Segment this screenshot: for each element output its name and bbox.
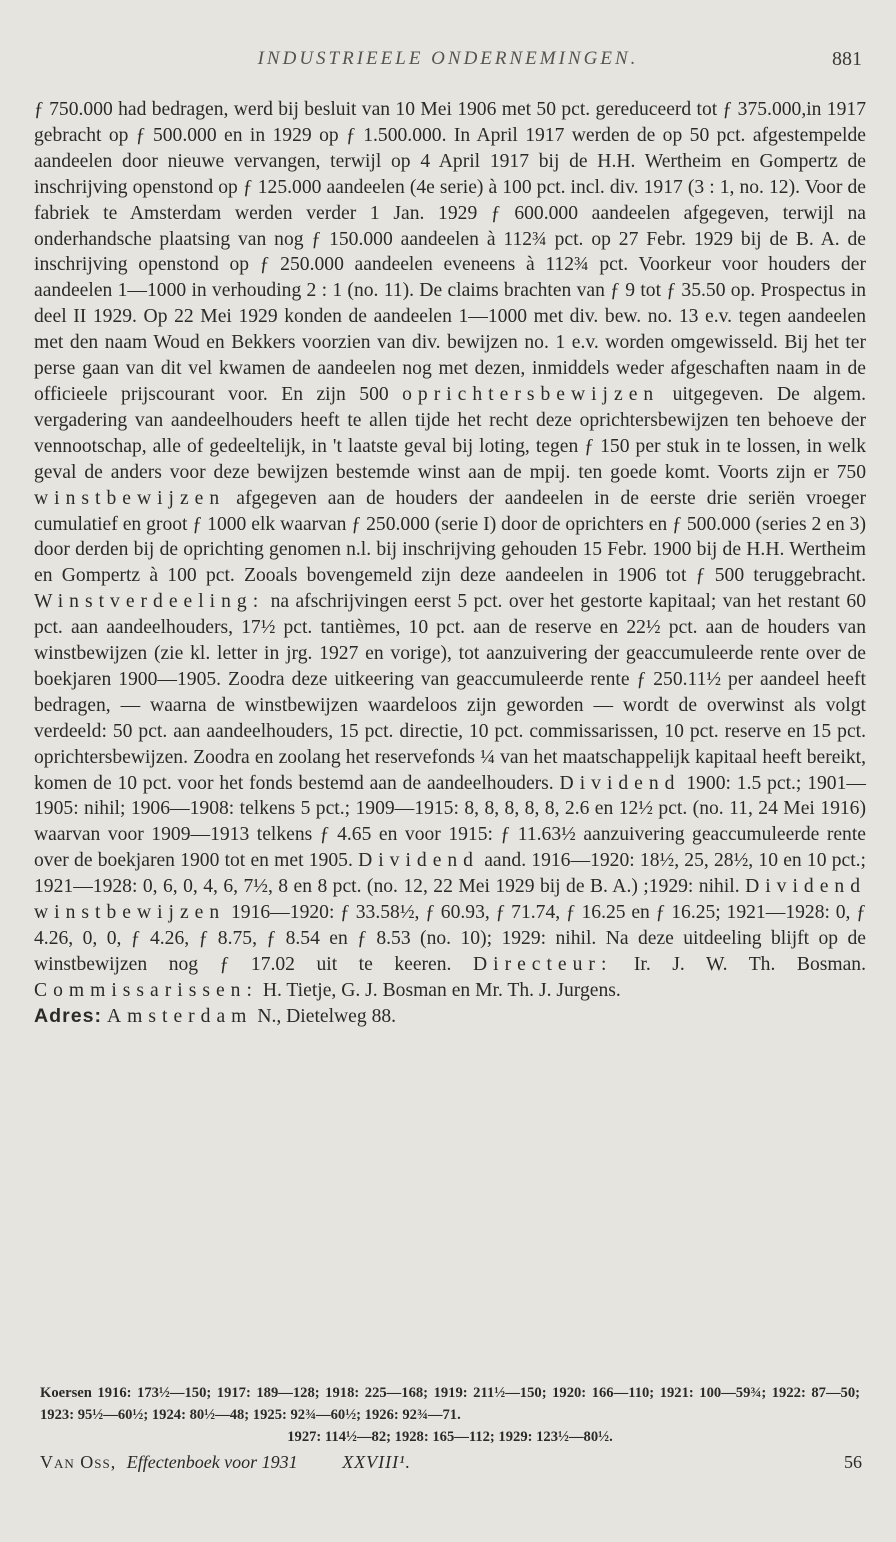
- text-dividend-history: 1900: 1.5 pct.; 1901—1905: nihil; 1906—1908: telkens 5 pct.; 1909—1915: 8, 8, 8, 8, 8, 2.6 en 12½ pct. (no. 11, 24 Mei 1916) waarvan voor 1909—1913 telkens ƒ 4.65 en voor 1915: ƒ 11.63½ aanzuivering geaccumuleerde rente over de boekjaren 1900 tot en met 1905.: [34, 772, 866, 872]
- price-line-2: 1927: 114½—82; 1928: 165—112; 1929: 123½—80½.: [287, 1429, 613, 1445]
- footer-volume: XXVIII¹.: [342, 1452, 412, 1472]
- term-dividend-shares: Dividend: [358, 850, 479, 872]
- text-capital-history: ƒ 750.000 had bedragen, werd bij besluit van 10 Mei 1906 met 50 pct. gereduceerd tot ƒ 375.000,in 1917 gebracht op ƒ 500.000 en in 1929 op ƒ 1.500.000. In April 1917 werden de op 50 pct. afgestempelde aandeelen door nieuwe vervangen, terwijl op 4 April 1917 bij de H.H. Wertheim en Gompertz de inschrijving openstond op ƒ 125.000 aandeelen (4e serie) à 100 pct. incl. div. 1917 (3 : 1, no. 12). Voor de fabriek te Amsterdam werden verder 1 Jan. 1929 ƒ 600.000 aandeelen afgegeven, terwijl na onderhandsche plaatsing van nog ƒ 150.000 aandeelen à 112¾ pct. op 27 Febr. 1929 bij de B. A. de inschrijving openstond op ƒ 250.000 aandeelen eveneens à 112¾ pct. Voorkeur voor houders der aandeelen 1—1000 in verhouding 2 : 1 (no. 11). De claims brachten van ƒ 9 tot ƒ 35.50 op. Prospectus in deel II 1929. Op 22 Mei 1929 konden de aandeelen 1—1000 met div. bew. no. 13 e.v. tegen aandeelen met den naam Woud en Bekkers voorzien van div. bewijzen no. 1 e.v. worden omgewisseld. Bij het ter perse gaan van dit vel kwamen de aandeelen nog met dezen, inmiddels weder afgeschaften naam in de officieele prijscourant voor. En zijn 500: [34, 99, 866, 405]
- term-dividend-profit-certificates: Dividend winstbewijzen: [34, 876, 866, 924]
- address-street: N., Dietelweg 88.: [257, 1005, 397, 1027]
- entry-paragraph: [34, 97, 866, 1030]
- price-history: [40, 1382, 860, 1448]
- running-head: [0, 48, 896, 78]
- term-winstverdeeling: Winstverdeeling:: [34, 591, 265, 613]
- text-dividend-shares: aand. 1916—1920: 18½, 25, 28½, 10 en 10 pct.; 1921—1928: 0, 6, 0, 4, 6, 7½, 8 en 8 pct. (no. 12, 22 Mei 1929 bij de B. A.) ;1929: nihil.: [34, 850, 866, 898]
- term-dividend: Dividend: [559, 772, 681, 794]
- footer-book-title: Effectenboek voor 1931: [126, 1452, 298, 1472]
- text-profit-distribution: na afschrijvingen eerst 5 pct. over het gestorte kapitaal; van het restant 60 pct. aan aandeelhouders, 17½ pct. tantièmes, 10 pct. aan de reserve en 22½ pct. aan de houders van winstbewijzen (zie kl. letter in jrg. 1927 en vorige), tot aanzuivering der geaccumuleerde rente over de boekjaren 1900—1905. Zoodra deze uitkeering van geaccumuleerde rente ƒ 250.11½ per aandeel heeft bedragen, — waarna de winstbewijzen waardeloos zijn geworden — wordt de overwinst als volgt verdeeld: 50 pct. aan aandeelhouders, 15 pct. directie, 10 pct. commissarissen, 10 pct. reserve en 15 pct. oprichtersbewijzen. Zoodra en zoolang het reservefonds ¼ van het maatschappelijk kapitaal heeft bereikt, komen de 10 pct. voor het fonds bestemd aan de aandeelhouders.: [34, 591, 866, 794]
- text-founders-shares: uitgegeven. De algem. vergadering van aandeelhouders heeft te allen tijde het recht deze oprichtersbewijzen ten behoeve der vennootschap, alle of gedeeltelijk, in 't laatste geval bij loting, tegen ƒ 150 per stuk in te lossen, in welk geval de anders voor deze bewijzen bestemde winst aan de mpij. ten goede komt. Voorts zijn er 750: [34, 383, 867, 483]
- company-entry-text: [34, 97, 866, 1030]
- text-profit-certificates: afgegeven aan de houders der aandeelen in de eerste drie seriën vroeger cumulatief en groot ƒ 1000 elk waarvan ƒ 250.000 (serie I) door de oprichters en ƒ 500.000 (series 2 en 3) door derden bij de oprichting genomen n.l. bij inschrijving gehouden 15 Febr. 1900 bij de H.H. Wertheim en Gompertz à 100 pct. Zooals bovengemeld zijn deze aandeelen in 1906 tot ƒ 500 teruggebracht.: [34, 487, 866, 587]
- text-director: Ir. J. W. Th. Bosman.: [633, 953, 867, 975]
- term-oprichtersbewijzen: oprichtersbewijzen: [402, 383, 660, 405]
- footer-sheet-number: 56: [844, 1452, 862, 1472]
- term-winstbewijzen: winstbewijzen: [34, 487, 226, 509]
- term-directeur: Directeur:: [472, 953, 613, 975]
- footer-publisher: Van Oss,: [40, 1452, 117, 1472]
- text-dividend-profit-certificates: 1916—1920: ƒ 33.58½, ƒ 60.93, ƒ 71.74, ƒ 16.25 en ƒ 16.25; 1921—1928: 0, ƒ 4.26, 0, 0, ƒ 4.26, ƒ 8.75, ƒ 8.54 en ƒ 8.53 (no. 10); 1929: nihil. Na deze uitdeeling blijft op de winstbewijzen nog ƒ 17.02 uit te keeren.: [34, 902, 867, 975]
- price-line-1: Koersen 1916: 173½—150; 1917: 189—128; 1918: 225—168; 1919: 211½—150; 1920: 166—110; 1921: 100—59¾; 1922: 87—50; 1923: 95½—60½; 1924: 80½—48; 1925: 92¾—60½; 1926: 92¾—71.: [40, 1385, 860, 1423]
- running-title: INDUSTRIEELE ONDERNEMINGEN.: [257, 48, 639, 69]
- page-number: 881: [832, 48, 862, 70]
- term-commissarissen: Commissarissen:: [34, 979, 258, 1001]
- address-label: Adres:: [34, 1004, 103, 1027]
- page-footer: [40, 1452, 862, 1473]
- address-city: Amsterdam: [106, 1005, 253, 1027]
- text-supervisory-board: H. Tietje, G. J. Bosman en Mr. Th. J. Jurgens.: [262, 979, 621, 1001]
